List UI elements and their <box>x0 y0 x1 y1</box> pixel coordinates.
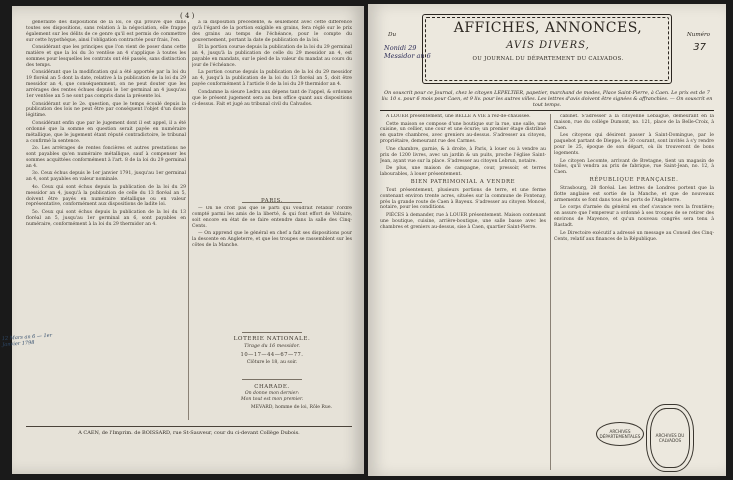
newspaper-subtitle-2: OU JOURNAL DU DÉPARTEMENT DU CALVADOS. <box>472 56 624 62</box>
lottery-next: Clôture le 18, au soir. <box>246 360 298 365</box>
r-col2-part2 <box>554 186 714 242</box>
left-column-1 <box>26 20 186 420</box>
newspaper-subtitle: AVIS DIVERS, <box>506 40 590 51</box>
paragraph: 4o. Ceux qui sont échus depuis la publication de la loi du 29 messidor an 4, jusqu'à la publication de celle du 13 floréal an 5, doivent être payés en numéraire métallique ou en valeur représentative, conformément aux dispositions de ladite loi. <box>26 184 186 208</box>
handwritten-margin-note: 12 Mars an 6 — 1er Janvier 1798 <box>1 332 53 349</box>
paragraph: Considérant que la modification qui a été apportée par la loi du 19 floréal an 5 dont la date, relative à la publication de la loi du 29 messidor an 4, que conséquemment, on ne peut douter que les arrérages des rentes échues depuis le 1er germinal an 4 jusqu'au 1er ventôse an 5 ne sont pas compris dans la présente loi. <box>26 70 186 100</box>
paragraph: 3o. Ceux échus depuis le 1er janvier 1791, jusqu'au 1er germinal an 4, sont payables en valeur nominale. <box>26 171 186 183</box>
printer-imprint: A CAEN, de l'Imprim. de BOISSARD, rue St-Sauveur, cour du ci-devant Collège Dubois. <box>78 430 300 436</box>
charade-section <box>192 384 352 410</box>
lottery-heading: LOTERIE NATIONALE. <box>233 336 311 342</box>
paragraph: Les citoyens qui désirent passer à Saint-Domingue, par le paquebot partant de Dieppe, le 30 courant, sont invités à s'y rendre pour le 25, époque de son départ, où ils trouveront de bons logements. <box>554 133 714 157</box>
column-divider <box>188 22 189 420</box>
archive-stamp <box>596 422 644 446</box>
paragraph: Le corps d'armée du général en chef s'avance vers la frontière; on assure que l'empereur a ordonné à ses troupes de se retirer des environs de Mayence, et qu'un nouveau congrès sera tenu à Rastadt. <box>554 205 714 229</box>
paragraph: à la disposition précédente, & seulement avec cette différence qu'à l'égard de la portion exigible en grains, fera réglé sur le prix des grains au temps de l'échéance, pour le compte du gouvernement, portant la date de publication de la loi. <box>192 20 352 43</box>
paris-heading: PARIS. <box>260 198 284 204</box>
r-col1-part1 <box>380 114 546 178</box>
paragraph: A LOUER présentement, une BELLE À VIE à rez-de-chaussée. <box>386 114 531 119</box>
lottery-section <box>192 336 352 365</box>
stamp-text: ARCHIVES DÉPARTEMENTALES <box>599 429 641 439</box>
issue-number: 37 <box>693 42 706 53</box>
newspaper-title: AFFICHES, ANNONCES, <box>453 20 643 36</box>
paragraph: Le Directoire exécutif a adressé un message au Conseil des Cinq-Cents, relatif aux finances de la République. <box>554 230 714 242</box>
charade-heading: CHARADE. <box>254 384 290 390</box>
paragraph: 5o. Ceux qui sont échus depuis la publication de la loi du 13 floréal an 5, jusqu'au 1er germinal an 6, sont payables en numéraire, conformément à la loi du 29 thermidor an 4. <box>26 209 186 227</box>
r-col2-part1 <box>554 114 714 176</box>
paragraph: — On ne croit pas que le parti qui voudrait rétablir l'ordre compté parmi les amis de la liberté, & qui font effort de Voltaire, soit encore en état de se faire entendre dans la salle des Cinq-Cents. <box>192 206 352 229</box>
paragraph: PIÈCES à demander, rue à LOUER présentement. Maison contenant une boutique, cuisine, arrière-boutique, une salle basse avec les chambres et greniers au-dessus, sise à Caen, quartier Saint-Pierre. <box>380 212 546 230</box>
paragraph: Considérant sur le 2e. question, que le temps écoulé depuis la publication des lois ne peut être par conséquent l'objet d'un doute légitime. <box>26 101 186 119</box>
paragraph: De plus, une maison de campagne, cour, pressoir, et terres labourables, à louer présentement. <box>380 166 546 177</box>
paragraph: — On apprend que le général en chef a fait ses dispositions pour la descente en Angleterre, et que les troupes se rassemblent sur les côtes de la Manche. <box>192 231 352 249</box>
paragraph: Considérant enfin que par le jugement dont il est appel, il a été ordonné que la somme en question serait payée en numéraire métallique, que le jugement étant réputé contradictoire, le tribunal a confirmé la sentence. <box>26 120 186 144</box>
republic-heading: RÉPUBLIQUE FRANÇAISE. <box>589 177 679 184</box>
left-newspaper-page <box>12 6 364 474</box>
paragraph: cabinet. S'adresser à la citoyenne Lebaigue, demeurant en la maison, rue du collège Dumont, no. 121, place de la Belle-Croix, à Caen. <box>554 114 714 131</box>
paragraph: La portion courue depuis la publication de la loi du 29 messidor an 4, jusqu'à la publication de la loi du 13 floréal an 5, doit être payée conformément à l'article 8 de la loi du 29 thermidor an 4. <box>192 70 352 88</box>
paragraph: Considérant que les principes que l'on vient de poser dans cette matière et que la loi du 3o ventôse an 4 s'applique à toutes les sommes pour lesquelles les contrats ont été passés, sans distinction des temps. <box>26 45 186 68</box>
subscription-notice: On souscrit pour ce Journal, chez le citoyen LEPELTIER, papetier, marchand de modes, Place Saint-Pierre, à Caen. Le prix est de 7 liv. 10 s. pour 6 mois pour Caen, et 9 liv. pour les autres villes. Les lettres d'avis doivent être signées & affranchies. — On souscrit en tout temps. <box>381 90 713 108</box>
paragraph: généralité des dispositions de la loi, ce qui prouve que dans toutes ses dispositions, sans relation à la négociation, elle frappe également sur les délits de ce genre qu'il est permis de commettre sur cette hypothèque, ainsi l'obligation contractée pour frais, l'en. <box>26 20 186 43</box>
property-heading: BIEN PATRIMONIAL A VENDRE <box>410 178 516 185</box>
paragraph: Le citoyen Lecomte, arrivant de Bretagne, tient un magasin de toiles, qu'il vendra au prix de fabrique, rue Saint-Jean, no. 12, à Caen. <box>554 158 714 176</box>
r-col1-part2 <box>380 188 546 231</box>
handwritten-date: Nonidi 29 Messidor an 6 <box>384 44 431 60</box>
page-number: ( 4 ) <box>180 12 195 20</box>
numero-label: Numéro <box>686 32 710 38</box>
left-column-2b <box>192 206 352 294</box>
right-newspaper-page <box>368 4 726 476</box>
right-column-1 <box>380 114 546 470</box>
lottery-numbers: 10—17—44—67—77. <box>240 352 304 358</box>
lottery-subheading: Tirage du 16 messidor. <box>244 344 300 349</box>
paragraph: 2o. Les arrérages de rentes foncières et autres prestations ne sont payables qu'en numéraire métallique, sauf à compenser les sommes acquittées conformément à l'art. 8 de la loi du 29 germinal an 4. <box>26 146 186 169</box>
paragraph: Strasbourg, 28 floréal. Les lettres de Londres portent que la flotte anglaise est sortie de la Manche, et que de nouveaux armements se font dans tous les ports de l'Angleterre. <box>554 186 714 203</box>
paragraph: Tout présentement, plusieurs portions de terre, et une ferme contenant environ trente acres, situées sur la commune de Fontenay, près la grande route de Caen à Bayeux. S'adresser au citoyen Moncel, notaire, pour les conditions. <box>380 187 546 211</box>
footer-rule <box>26 426 352 427</box>
notice-rule <box>380 110 714 111</box>
separator-rule <box>242 332 302 333</box>
seal-text: ARCHIVES DU CALVADOS <box>655 433 685 443</box>
masthead <box>380 14 716 88</box>
paragraph: Cette maison se compose d'une boutique sur la rue, une salle, une cuisine, un cellier, une cour et une écurie; un premier étage distribué en quatre chambres, avec greniers au-dessus. S'adresser au citoyen, propriétaire, demeurant rue des Carmes. <box>380 121 546 145</box>
du-label: Du <box>388 32 397 38</box>
left-column-2 <box>192 20 352 200</box>
archive-seal <box>646 404 694 472</box>
charade-line: Mon tout est mon premier. <box>240 397 304 402</box>
charade-author: MEVARD, homme de loi, Rôle Rue. <box>250 405 332 410</box>
paragraph: Et la portion courue depuis la publication de la loi du 29 germinal an 4, jusqu'à la publication de celle du 29 messidor an 4, est payable en mandats, sur le pied de la valeur du mandat au cours du jour de l'échéance. <box>192 45 352 68</box>
charade-line: On donne mon dernier: <box>244 391 300 396</box>
separator-rule <box>242 379 302 380</box>
column-divider <box>550 114 551 470</box>
paragraph: Une chambre, garnie, & à droite, à Paris, à louer ou à vendre au prix de 1200 livres, avec un jardin & un puits, proche l'église Saint-Jean, ayant vue sur la place. S'adresser au citoyen Lebrun, notaire. <box>380 146 546 164</box>
paragraph: Condamne la sieure Ledru aux dépens tant de l'appel, & ordonne que le présent jugement sera au bon office quant aux dispositions ci-dessus. Fait et jugé au tribunal civil du Calvados. <box>192 89 352 107</box>
